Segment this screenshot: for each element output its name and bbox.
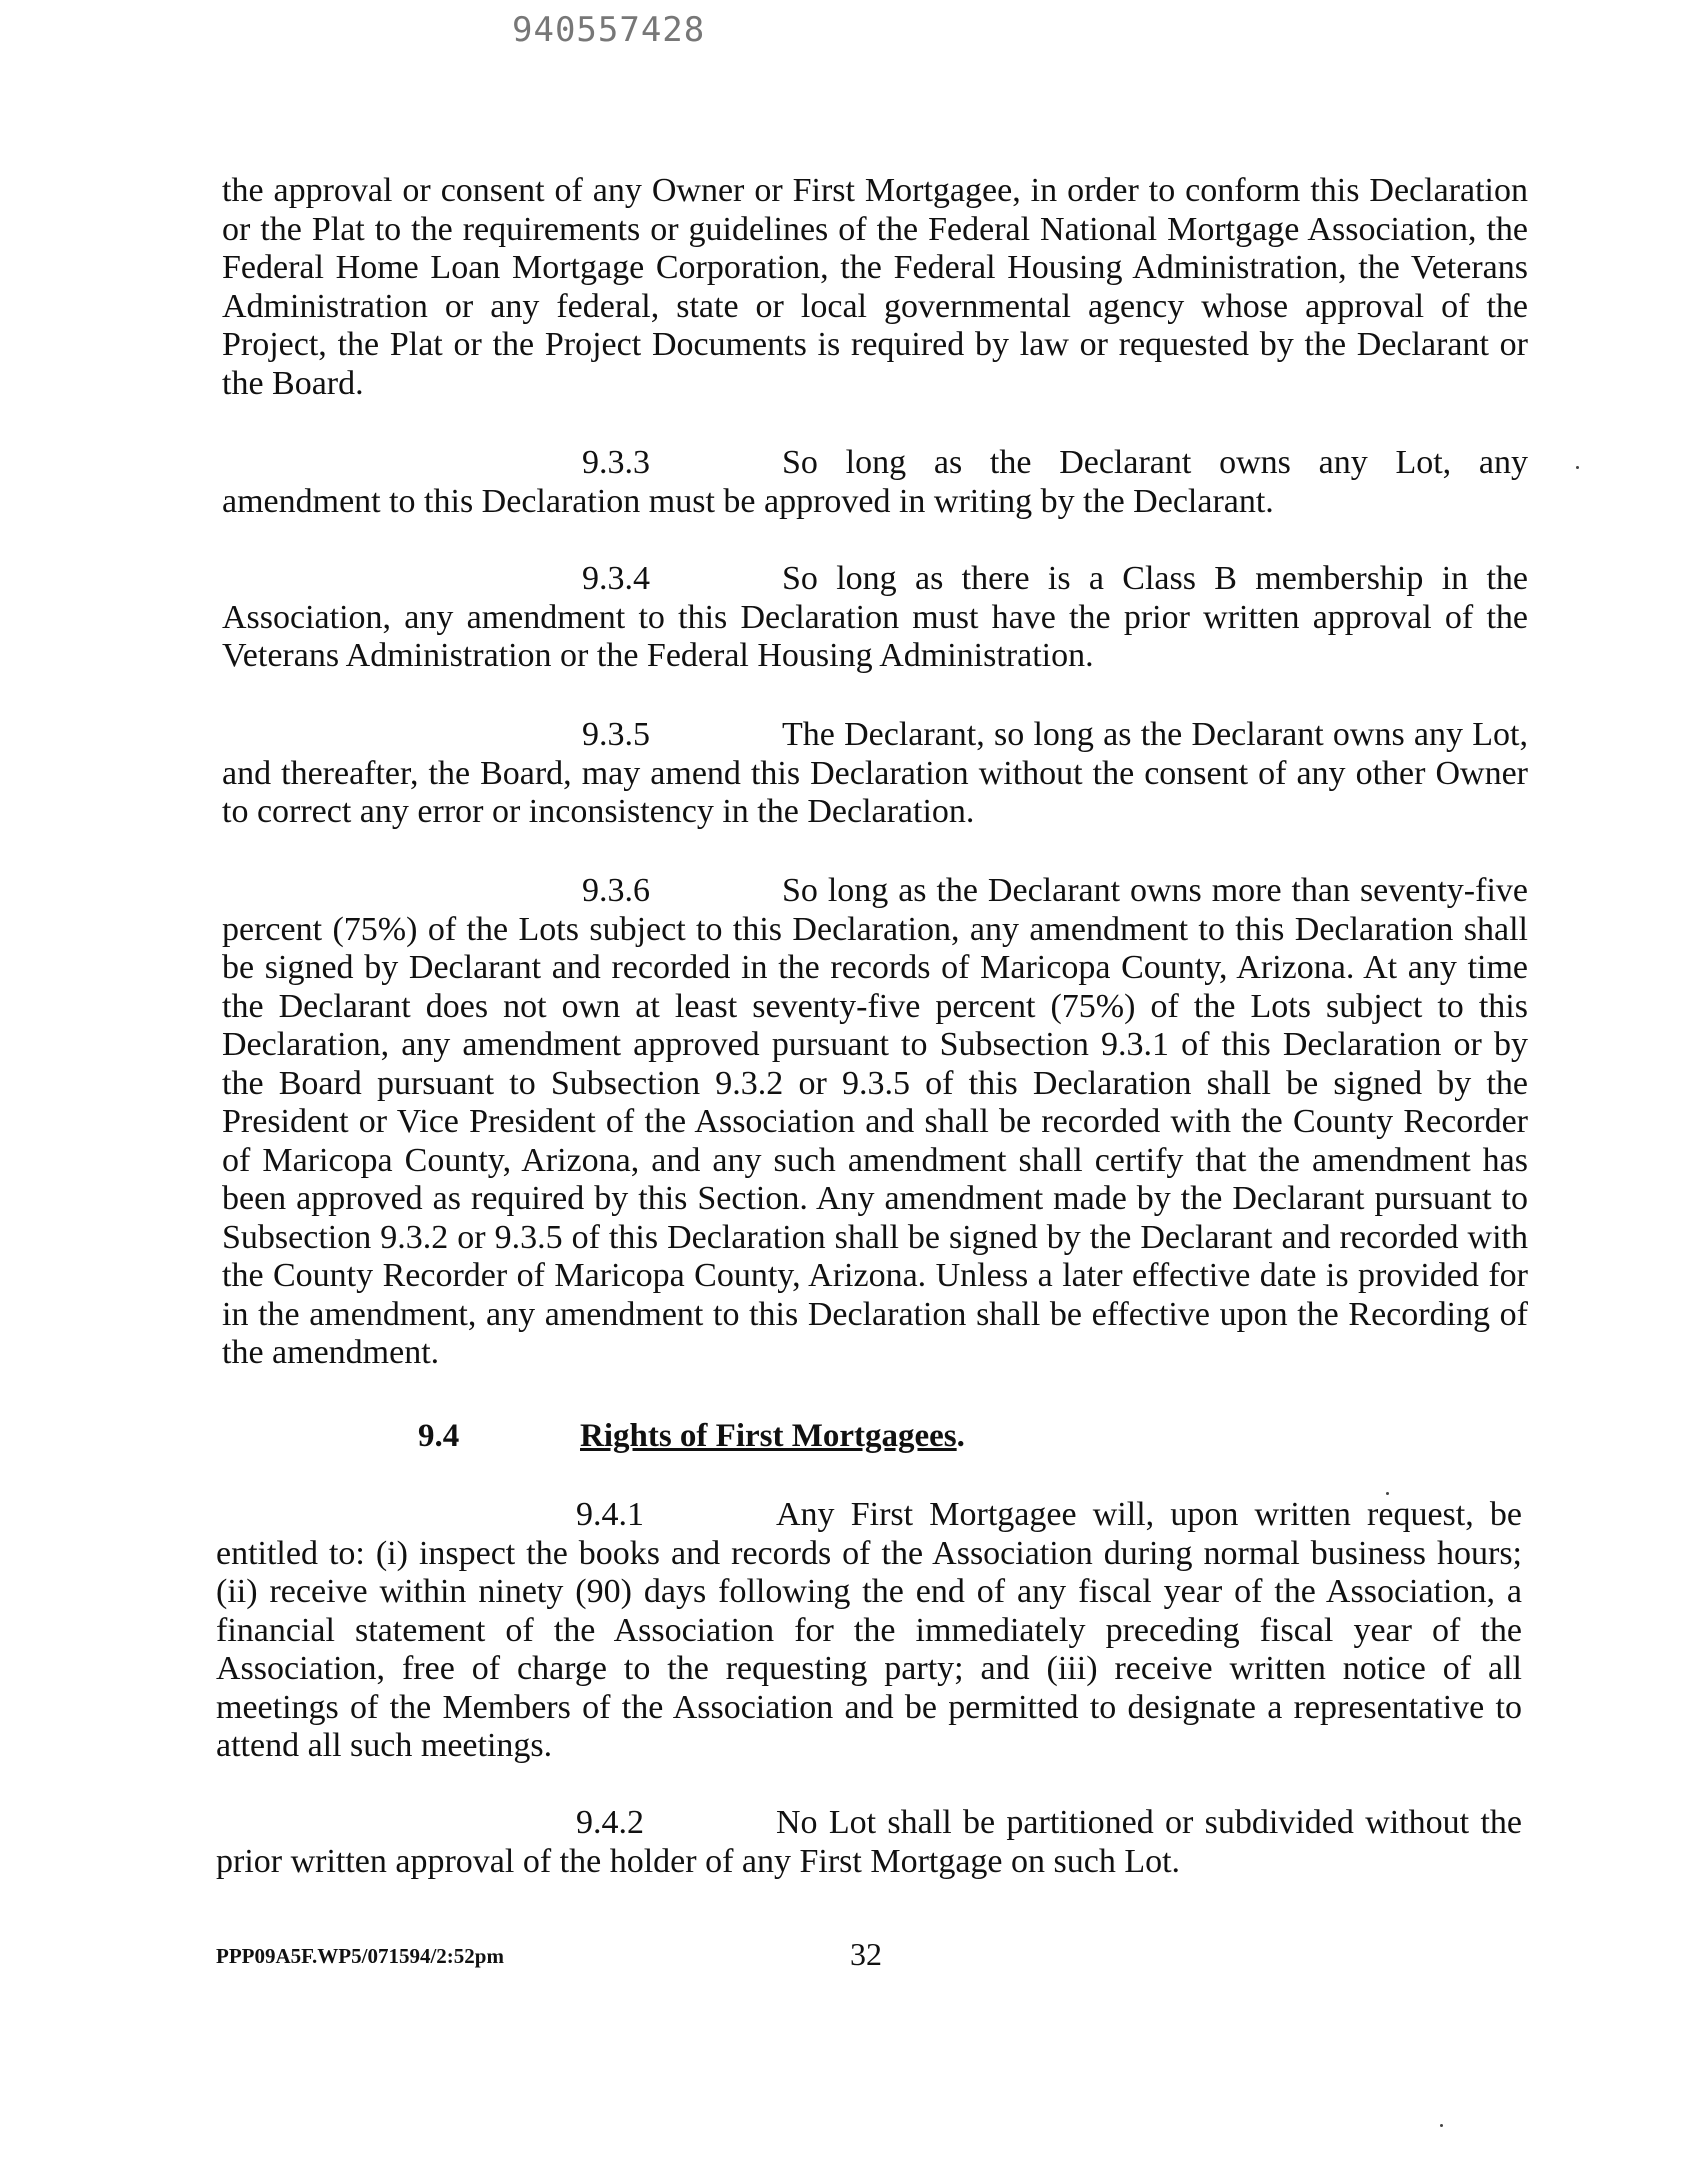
subsection-number: 9.4.2 [576, 1804, 644, 1841]
subsection-9-4-1 [216, 1496, 1522, 1766]
section-number: 9.4 [418, 1418, 460, 1454]
subsection-text: So long as the Declarant owns more than seventy-five percent (75%) of the Lots subject to this Declaration, any amendment to this Declaration shall be signed by Declarant and recorded in the records of Maricopa County, Arizona. At any time the Declarant does not own at least seventy-five percent (75%) of the Lots subject to this Declaration, any amendment approved pursuant to Subsection 9.3.1 of this Declaration or by the Board pursuant to Subsection 9.3.2 or 9.3.5 of this Declaration shall be signed by the President or Vice President of the Association and shall be recorded with the County Recorder of Maricopa County, Arizona, and any such amendment shall certify that the amendment has been approved as required by this Section. Any amendment made by the Declarant pursuant to Subsection 9.3.2 or 9.3.5 of this Declaration shall be signed by the Declarant and recorded with the County Recorder of Maricopa County, Arizona. Unless a later effective date is provided for in the amendment, any amendment to this Declaration shall be effective upon the Recording of the amendment. [222, 872, 1528, 1371]
subsection-number: 9.3.3 [582, 444, 650, 481]
subsection-number: 9.3.4 [582, 560, 650, 597]
section-heading-9-4 [418, 1418, 965, 1455]
section-title-period: . [956, 1418, 965, 1454]
subsection-9-3-6 [222, 872, 1528, 1373]
subsection-number: 9.3.6 [582, 872, 650, 909]
subsection-9-3-4 [222, 560, 1528, 676]
page-number: 32 [850, 1936, 882, 1972]
intro-paragraph: the approval or consent of any Owner or First Mortgagee, in order to conform this Declaration or the Plat to the requirements or guidelines of the Federal National Mortgage Association, the Federal Home Loan Mortgage Corporation, the Federal Housing Administration, the Veterans Administration or any federal, state or local governmental agency whose approval of the Project, the Plat or the Project Documents is required by law or requested by the Declarant or the Board. [222, 172, 1528, 402]
section-title: Rights of First Mortgagees [580, 1418, 957, 1454]
scan-speck [1440, 2124, 1443, 2127]
subsection-text: So long as there is a Class B membership in the Association, any amendment to this Declaration must have the prior written approval of the Veterans Administration or the Federal Housing Administration. [222, 560, 1528, 674]
subsection-text: So long as the Declarant owns any Lot, any amendment to this Declaration must be approved in writing by the Declarant. [222, 444, 1528, 520]
subsection-number: 9.3.5 [582, 716, 650, 753]
scan-speck [1576, 466, 1579, 469]
subsection-9-3-5 [222, 716, 1528, 832]
footer-file-code: PPP09A5F.WP5/071594/2:52pm [216, 1944, 504, 1968]
subsection-9-4-2 [216, 1804, 1522, 1881]
scan-speck [1386, 1492, 1389, 1495]
subsection-text: Any First Mortgagee will, upon written request, be entitled to: (i) inspect the books and records of the Association during normal business hours; (ii) receive within ninety (90) days following the end of any fiscal year of the Association, a financial statement of the Association for the immediately preceding fiscal year of the Association, free of charge to the requesting party; and (iii) receive written notice of all meetings of the Members of the Association and be permitted to designate a representative to attend all such meetings. [216, 1496, 1522, 1764]
subsection-text: The Declarant, so long as the Declarant owns any Lot, and thereafter, the Board, may amend this Declaration without the consent of any other Owner to correct any error or inconsistency in the Declaration. [222, 716, 1528, 830]
subsection-number: 9.4.1 [576, 1496, 644, 1533]
subsection-9-3-3 [222, 444, 1528, 521]
subsection-text: No Lot shall be partitioned or subdivided without the prior written approval of the holder of any First Mortgage on such Lot. [216, 1804, 1522, 1880]
document-stamp-number: 940557428 [512, 10, 706, 50]
